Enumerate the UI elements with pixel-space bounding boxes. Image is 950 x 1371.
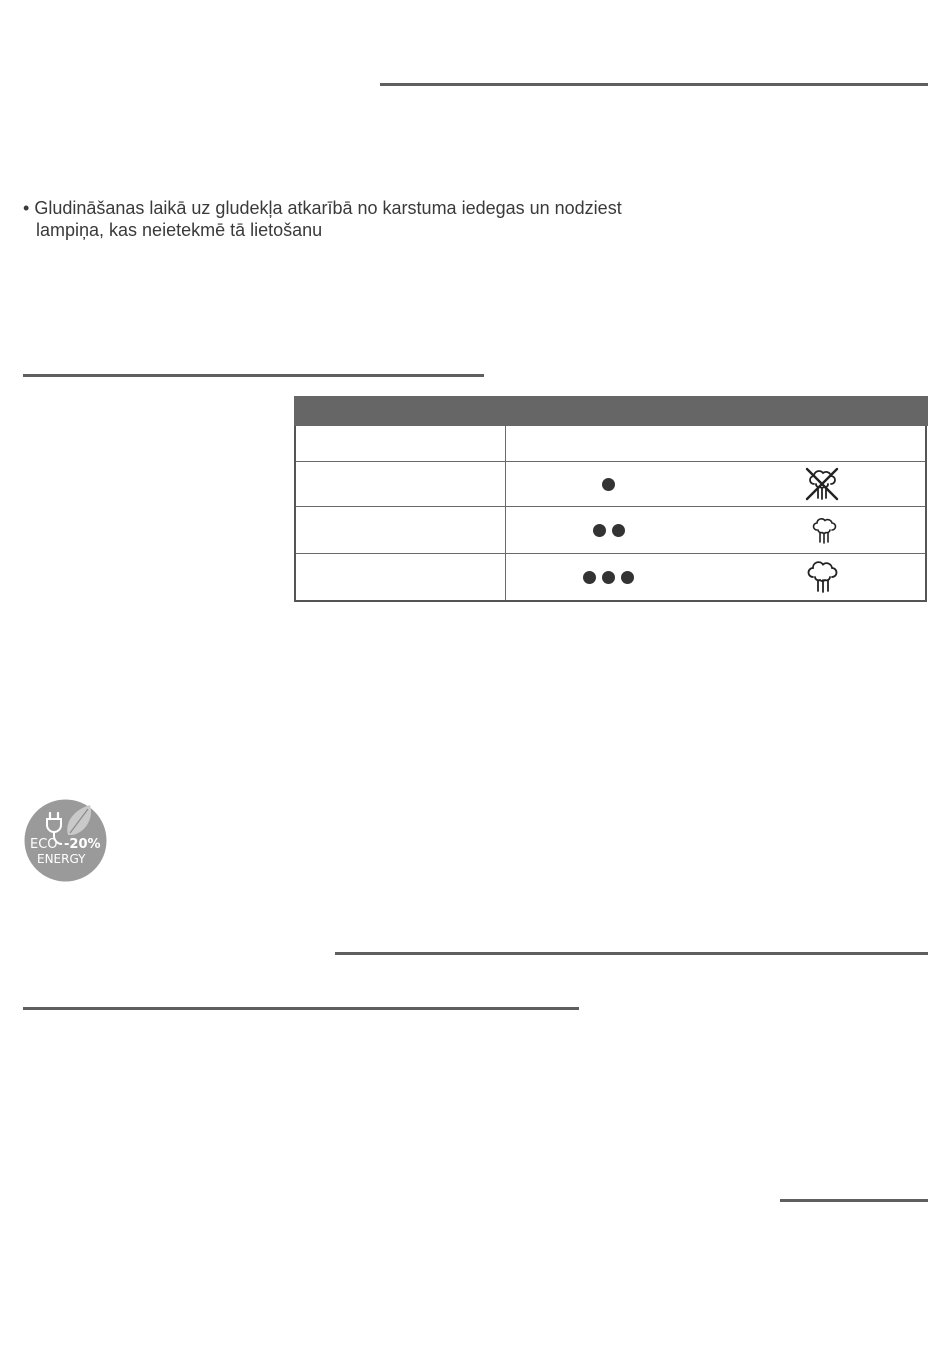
indicator-lamp-note: [23, 197, 723, 241]
temperature-dot: [602, 571, 615, 584]
temperature-dots-2: [576, 507, 641, 553]
note-line-2: lampiņa, kas neietekmē tā lietošanu: [36, 220, 323, 240]
table-row: [296, 506, 925, 553]
note-line-1-text: Gludināšanas laikā uz gludekļa atkarībā no karstuma iedegas un nodziest: [34, 198, 622, 218]
temperature-dot: [621, 571, 634, 584]
table-row: [296, 553, 925, 600]
table-row-heading: [296, 426, 925, 461]
table-header-bar: [294, 396, 928, 426]
table-row: [296, 461, 925, 506]
note-line-1: [23, 197, 723, 219]
table-cell: [296, 554, 506, 600]
temperature-dot: [612, 524, 625, 537]
no-steam-icon: [804, 466, 840, 502]
table-cell: [506, 462, 925, 506]
table-cell: [296, 462, 506, 506]
steam-settings-table: [294, 396, 928, 602]
table-cell: [296, 426, 506, 461]
table-cell: [506, 426, 925, 461]
section-rule-4: [23, 1007, 579, 1010]
steam-high-icon: [804, 558, 842, 596]
eco-energy-badge: [24, 799, 107, 882]
temperature-dot: [593, 524, 606, 537]
section-rule-3: [335, 952, 928, 955]
badge-percent-text: -20%: [64, 837, 101, 852]
section-rule-top: [380, 83, 928, 86]
temperature-dots-1: [576, 462, 641, 506]
temperature-dots-3: [576, 554, 641, 600]
temperature-dot: [583, 571, 596, 584]
table-body: [294, 426, 927, 602]
table-cell: [506, 554, 925, 600]
steam-low-icon: [806, 512, 842, 548]
bullet-mark: •: [23, 198, 30, 218]
table-cell: [296, 507, 506, 553]
section-rule-2: [23, 374, 484, 377]
badge-energy-text: ENERGY: [37, 852, 86, 866]
temperature-dot: [602, 478, 615, 491]
section-rule-5: [780, 1199, 928, 1202]
badge-eco-text: ECO: [30, 837, 58, 852]
table-cell: [506, 507, 925, 553]
